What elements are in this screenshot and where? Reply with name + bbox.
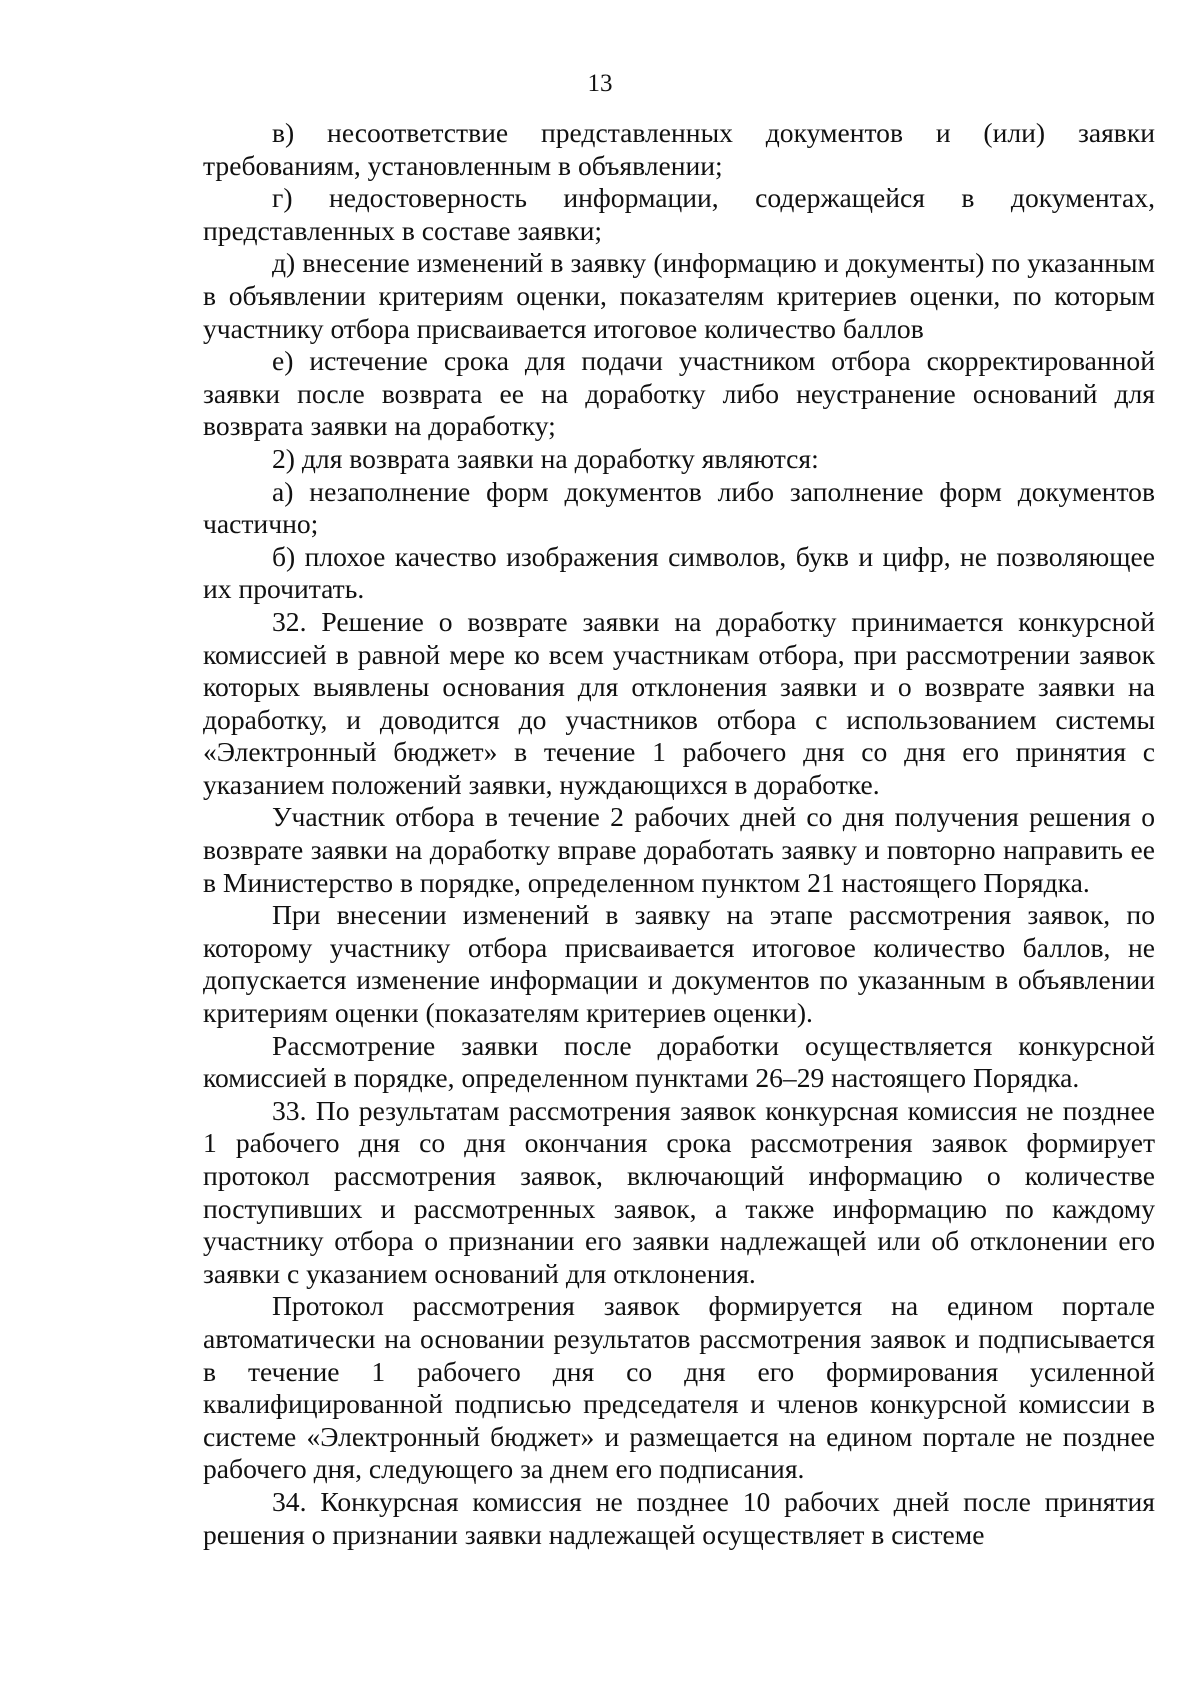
document-body	[203, 117, 1155, 1551]
paragraph-d-changes: д) внесение изменений в заявку (информацию и документы) по указанным в объявлении критериям оценки, показателям критериев оценки, по которым участнику отбора присваивается итоговое количество баллов	[203, 247, 1155, 344]
paragraph-protocol-formation: Протокол рассмотрения заявок формируется на едином портале автоматически на основании результатов рассмотрения заявок и подписывается в течение 1 рабочего дня со дня его формирования усиленной квалифицированной подписью председателя и членов конкурсной комиссии в системе «Электронный бюджет» и размещается на едином портале не позднее рабочего дня, следующего за днем его подписания.	[203, 1290, 1155, 1485]
paragraph-34-commission: 34. Конкурсная комиссия не позднее 10 рабочих дней после принятия решения о признании заявки надлежащей осуществляет в системе	[203, 1485, 1155, 1550]
paragraph-changes-not-allowed: При внесении изменений в заявку на этапе рассмотрения заявок, по которому участнику отбора присваивается итоговое количество баллов, не допускается изменение информации и документов по указанным в объявлении критериям оценки (показателям критериев оценки).	[203, 899, 1155, 1029]
paragraph-e-deadline-expiry: е) истечение срока для подачи участником отбора скорректированной заявки после возврата ее на доработку либо неустранение оснований для возврата заявки на доработку;	[203, 345, 1155, 442]
paragraph-b-poor-quality: б) плохое качество изображения символов, букв и цифр, не позволяющее их прочитать.	[203, 540, 1155, 605]
paragraph-v-nonconformity: в) несоответствие представленных документов и (или) заявки требованиям, установленным в объявлении;	[203, 117, 1155, 181]
paragraph-review-after-rework: Рассмотрение заявки после доработки осуществляется конкурсной комиссией в порядке, определенном пунктами 26–29 настоящего Порядка.	[203, 1029, 1155, 1094]
paragraph-33-review-protocol: 33. По результатам рассмотрения заявок конкурсная комиссия не позднее 1 рабочего дня со дня окончания срока рассмотрения заявок формирует протокол рассмотрения заявок, включающий информацию о количестве поступивших и рассмотренных заявок, а также информацию по каждому участнику отбора о признании его заявки надлежащей или об отклонении его заявки с указанием оснований для отклонения.	[203, 1094, 1155, 1289]
paragraph-participant-rework: Участник отбора в течение 2 рабочих дней со дня получения решения о возврате заявки на доработку вправе доработать заявку и повторно направить ее в Министерство в порядке, определенном пунктом 21 настоящего Порядка.	[203, 801, 1155, 898]
paragraph-2-return-grounds: 2) для возврата заявки на доработку являются:	[272, 442, 819, 474]
paragraph-32-return-decision: 32. Решение о возврате заявки на доработку принимается конкурсной комиссией в равной мере ко всем участникам отбора, при рассмотрении заявок которых выявлены основания для отклонения заявки и о возврате заявки на доработку, и доводится до участников отбора с использованием системы «Электронный бюджет» в течение 1 рабочего дня со дня его принятия с указанием положений заявки, нуждающихся в доработке.	[203, 605, 1155, 800]
page-number: 13	[587, 70, 613, 97]
paragraph-g-unreliability: г) недостоверность информации, содержащейся в документах, представленных в составе заявки;	[203, 182, 1155, 246]
paragraph-a-unfilled-forms: а) незаполнение форм документов либо заполнение форм документов частично;	[203, 475, 1155, 540]
